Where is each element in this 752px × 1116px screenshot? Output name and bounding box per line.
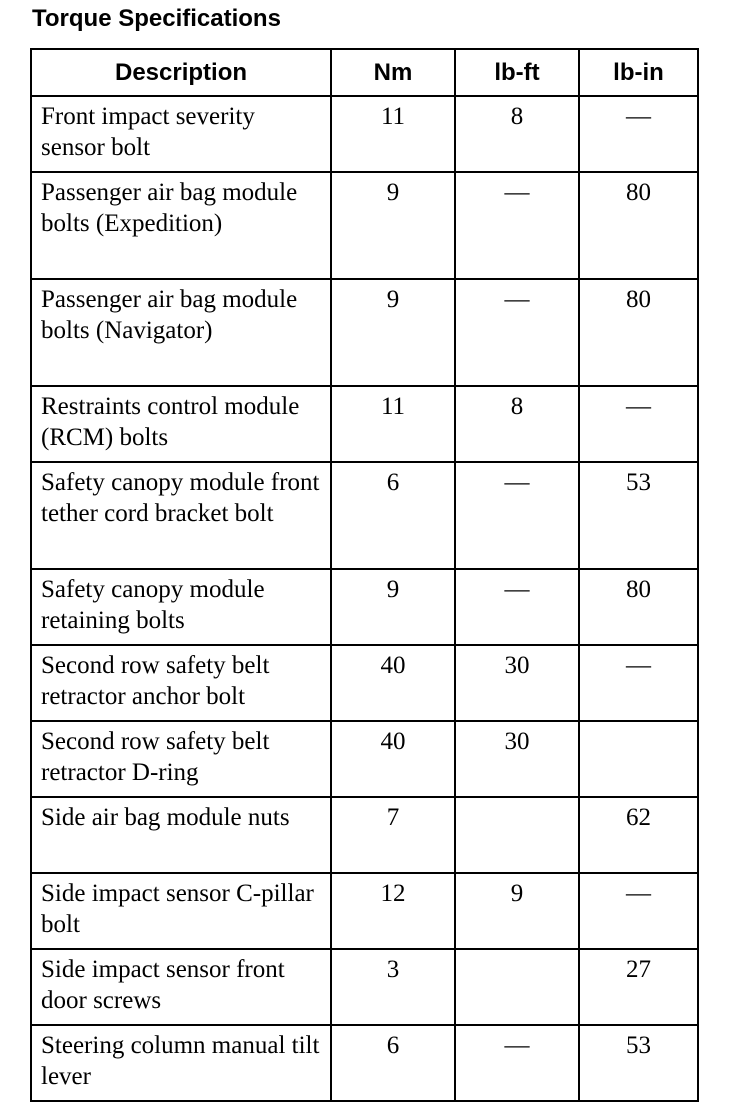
table-row: [31, 721, 698, 797]
header-lb-ft: lb-ft: [455, 49, 579, 96]
cell-nm: 11: [331, 386, 455, 462]
cell-nm: 40: [331, 645, 455, 721]
cell-lb-ft: 30: [455, 645, 579, 721]
cell-description: Passenger air bag module bolts (Navigator): [31, 279, 331, 386]
cell-lb-in: 80: [579, 569, 698, 645]
table-row: [31, 873, 698, 949]
cell-lb-ft: [455, 949, 579, 1025]
cell-lb-ft: 8: [455, 386, 579, 462]
cell-description: Side impact sensor front door screws: [31, 949, 331, 1025]
cell-description: Passenger air bag module bolts (Expedition): [31, 172, 331, 279]
cell-description: Restraints control module (RCM) bolts: [31, 386, 331, 462]
cell-lb-in: 53: [579, 462, 698, 569]
header-description: Description: [31, 49, 331, 96]
torque-specifications-table: [30, 48, 699, 1102]
cell-nm: 7: [331, 797, 455, 873]
cell-description: Side impact sensor C-pillar bolt: [31, 873, 331, 949]
cell-lb-in: [579, 721, 698, 797]
cell-lb-ft: —: [455, 172, 579, 279]
cell-description: Side air bag module nuts: [31, 797, 331, 873]
cell-nm: 9: [331, 172, 455, 279]
cell-lb-in: 80: [579, 279, 698, 386]
cell-description: Second row safety belt retractor D-ring: [31, 721, 331, 797]
cell-nm: 6: [331, 1025, 455, 1101]
cell-nm: 11: [331, 96, 455, 172]
cell-lb-in: 80: [579, 172, 698, 279]
cell-nm: 40: [331, 721, 455, 797]
cell-lb-ft: 9: [455, 873, 579, 949]
cell-nm: 12: [331, 873, 455, 949]
cell-lb-in: —: [579, 645, 698, 721]
table-row: [31, 279, 698, 386]
header-nm: Nm: [331, 49, 455, 96]
cell-lb-ft: —: [455, 462, 579, 569]
page-title: Torque Specifications: [32, 5, 281, 32]
table-row: [31, 569, 698, 645]
table-row: [31, 386, 698, 462]
cell-lb-ft: [455, 797, 579, 873]
cell-lb-ft: —: [455, 279, 579, 386]
cell-lb-in: —: [579, 386, 698, 462]
header-lb-in: lb-in: [579, 49, 698, 96]
cell-description: Steering column manual tilt lever: [31, 1025, 331, 1101]
cell-lb-ft: 30: [455, 721, 579, 797]
table-row: [31, 462, 698, 569]
cell-lb-ft: —: [455, 569, 579, 645]
table-row: [31, 172, 698, 279]
cell-lb-in: 62: [579, 797, 698, 873]
table-row: [31, 1025, 698, 1101]
cell-nm: 9: [331, 569, 455, 645]
table-row: [31, 96, 698, 172]
table-header-row: [31, 49, 698, 96]
cell-description: Safety canopy module retaining bolts: [31, 569, 331, 645]
cell-nm: 6: [331, 462, 455, 569]
cell-nm: 3: [331, 949, 455, 1025]
cell-lb-in: 27: [579, 949, 698, 1025]
cell-description: Second row safety belt retractor anchor bolt: [31, 645, 331, 721]
table-row: [31, 949, 698, 1025]
cell-lb-in: 53: [579, 1025, 698, 1101]
cell-lb-in: —: [579, 96, 698, 172]
table-row: [31, 797, 698, 873]
table-row: [31, 645, 698, 721]
cell-description: Front impact severity sensor bolt: [31, 96, 331, 172]
cell-description: Safety canopy module front tether cord bracket bolt: [31, 462, 331, 569]
cell-nm: 9: [331, 279, 455, 386]
cell-lb-in: —: [579, 873, 698, 949]
cell-lb-ft: —: [455, 1025, 579, 1101]
cell-lb-ft: 8: [455, 96, 579, 172]
